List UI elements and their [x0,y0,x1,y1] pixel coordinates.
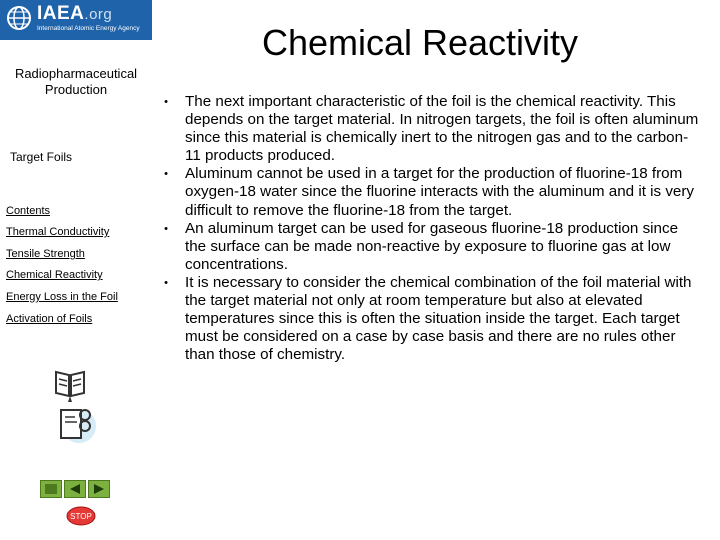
bullet-glyph: • [164,222,168,235]
nav-link-energy-loss[interactable]: Energy Loss in the Foil [6,291,118,303]
section-title: Target Foils [10,150,73,164]
nav-link-chemical-reactivity[interactable]: Chemical Reactivity [6,269,103,281]
bullet-item [160,93,700,165]
back-button[interactable] [64,480,86,498]
bullet-list [160,93,700,364]
forward-button[interactable] [88,480,110,498]
nav-link-contents[interactable]: Contents [6,205,51,217]
forward-icon [92,483,106,495]
bullet-text: The next important characteristic of the foil is the chemical reactivity. This depends on the target material. In nitrogen targets, the foil is often aluminum since this material is chemically inert to the nitrogen gas and to the carbon-11 products produced. [185,93,699,165]
nav-link-activation-of-foils[interactable]: Activation of Foils [6,313,93,325]
logo-brand: IAEA.org [37,3,113,24]
stop-label: STOP [70,512,92,521]
bullet-text: Aluminum cannot be used in a target for the production of fluorine-18 from oxygen-18 water since the fluorine interacts with the aluminum and it is very difficult to remove the fluorine-18 from the target. [185,165,695,219]
home-icon [44,483,58,495]
notes-icon[interactable] [55,404,97,444]
course-title: Radiopharmaceutical Production [14,66,138,97]
bullet-glyph: • [164,168,168,181]
stop-button[interactable] [66,506,96,526]
bullet-item [160,165,700,219]
logo-agency: International Atomic Energy Agency [37,25,140,32]
bullet-item [160,274,700,364]
nav-link-thermal-conductivity[interactable]: Thermal Conductivity [6,226,110,238]
book-icon[interactable] [50,362,90,402]
bullet-glyph: • [164,96,168,108]
bullet-glyph: • [164,276,168,289]
nav-link-tensile-strength[interactable]: Tensile Strength [6,248,85,260]
back-icon [68,483,82,495]
bullet-item [160,220,700,274]
slide-title: Chemical Reactivity [261,22,579,63]
bullet-text: It is necessary to consider the chemical combination of the foil material with the target material not only at room temperature but also at elevated temperatures since this is often the situation inside the target. Each target must be considered on a case by case basis and there are no rules other than those of chemistry. [185,273,692,364]
globe-icon [6,5,32,31]
home-button[interactable] [40,480,62,498]
bullet-text: An aluminum target can be used for gaseous fluorine-18 production since the surface can be made non-reactive by exposure to fluorine gas at low concentrations. [185,219,679,273]
iaea-logo [0,0,152,40]
